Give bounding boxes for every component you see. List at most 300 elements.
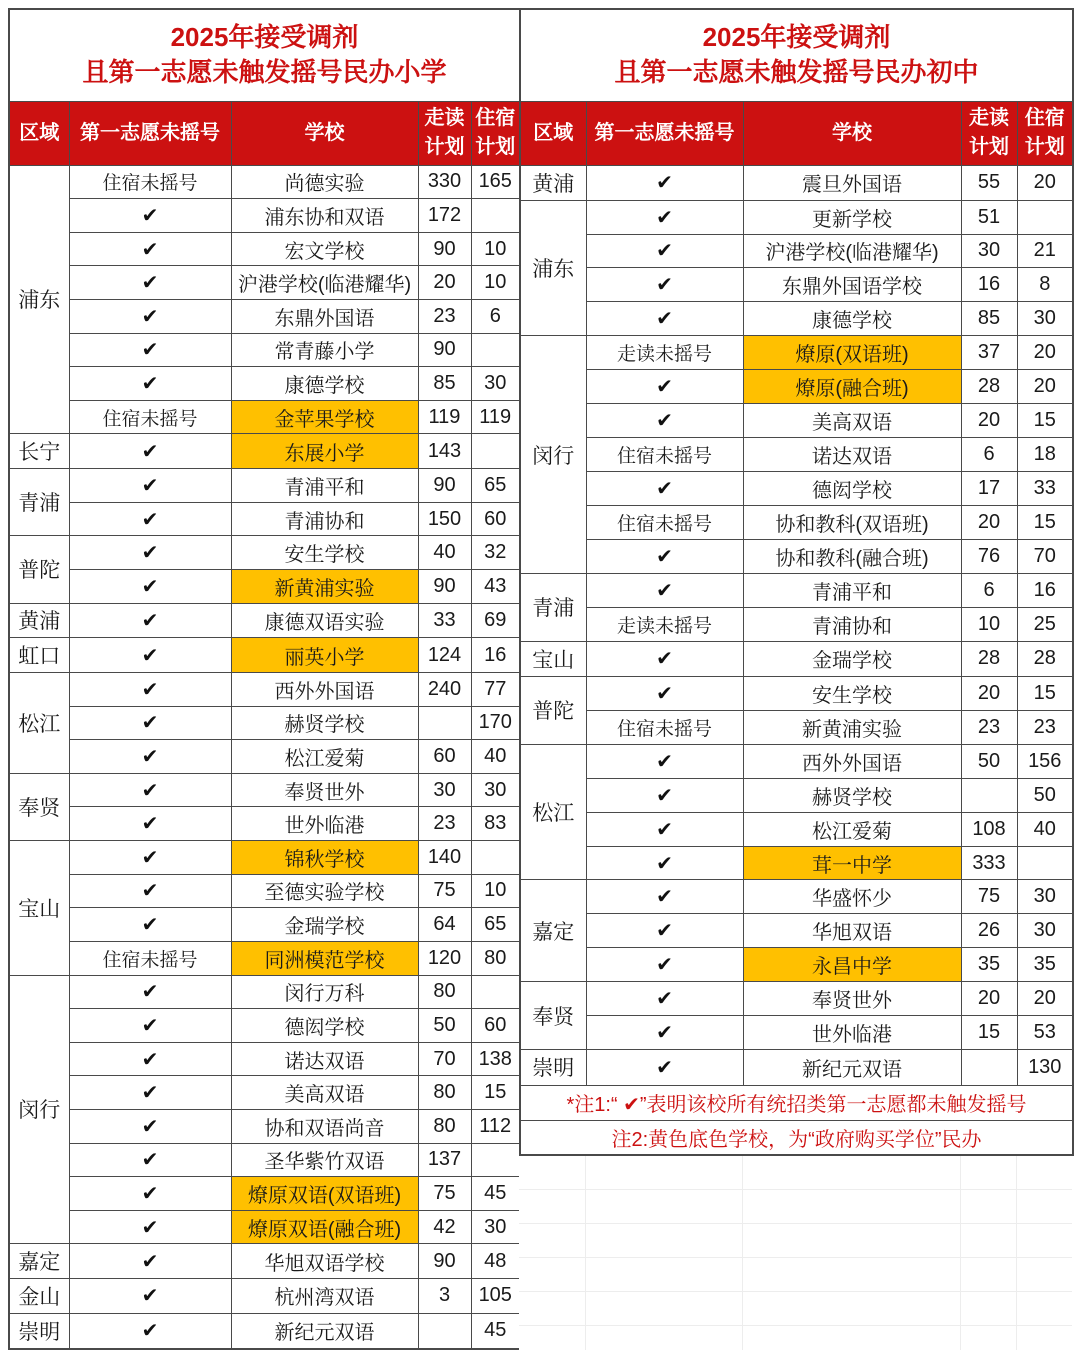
boarding-plan-cell: 53 [1017,1016,1073,1050]
day-plan-cell: 20 [961,676,1017,710]
school-cell: 至德实验学校 [231,874,418,908]
table-row [9,1009,520,1043]
boarding-plan-cell: 170 [471,706,520,740]
school-cell: 协和教科(双语班) [743,506,961,540]
boarding-plan-cell [471,1143,520,1177]
school-cell: 新纪元双语 [743,1050,961,1085]
day-plan-cell: 330 [418,165,471,199]
check-mark-cell: ✔ [69,199,231,233]
boarding-plan-cell: 16 [471,638,520,673]
table-row [520,404,1073,438]
region-cell: 崇明 [520,1050,586,1085]
first-choice-label-cell: 住宿未摇号 [586,710,743,744]
day-plan-cell: 23 [418,807,471,841]
check-mark-cell: ✔ [586,268,743,302]
boarding-plan-cell: 138 [471,1042,520,1076]
check-mark-cell: ✔ [586,812,743,846]
day-plan-cell: 76 [961,539,1017,573]
check-mark-cell: ✔ [586,676,743,710]
middle-school-table [519,8,1074,1156]
table-row [9,199,520,233]
header-region: 区域 [9,101,69,165]
table-row [9,706,520,740]
boarding-plan-cell: 20 [1017,982,1073,1016]
day-plan-cell: 120 [418,941,471,975]
boarding-plan-cell [471,975,520,1009]
note-2: 注2:黄色底色学校，为“政府购买学位”民办 [520,1120,1073,1155]
school-cell: 诺达双语 [231,1042,418,1076]
table-row [9,400,520,434]
table-row [520,948,1073,982]
first-choice-label-cell: 走读未摇号 [586,607,743,641]
day-plan-cell: 137 [418,1143,471,1177]
boarding-plan-cell: 40 [1017,812,1073,846]
day-plan-cell: 85 [418,367,471,401]
day-plan-cell: 20 [418,266,471,300]
check-mark-cell: ✔ [69,740,231,774]
region-cell: 浦东 [9,165,69,434]
boarding-plan-cell: 80 [471,941,520,975]
check-mark-cell: ✔ [586,302,743,336]
primary-school-table [8,8,521,1350]
day-plan-cell: 119 [418,400,471,434]
day-plan-cell: 35 [961,948,1017,982]
day-plan-cell: 85 [961,302,1017,336]
day-plan-cell: 51 [961,200,1017,234]
school-cell: 美高双语 [231,1076,418,1110]
day-plan-cell: 240 [418,673,471,707]
check-mark-cell: ✔ [586,573,743,607]
table-row [9,1210,520,1244]
region-cell: 青浦 [9,469,69,536]
region-cell: 闵行 [9,975,69,1244]
note-1: *注1:“ ✔”表明该校所有统招类第一志愿都未触发摇号 [520,1085,1073,1120]
column-header-row [9,101,520,165]
region-cell: 奉贤 [9,773,69,840]
day-plan-cell: 30 [418,773,471,807]
title-line-1: 2025年接受调剂 [170,22,359,53]
school-cell: 青浦协和 [743,607,961,641]
region-cell: 普陀 [520,676,586,744]
check-mark-cell: ✔ [586,370,743,404]
school-cell: 金瑞学校 [743,641,961,676]
table-row [9,1313,520,1349]
boarding-plan-cell: 10 [471,874,520,908]
table-row [520,539,1073,573]
boarding-plan-cell: 83 [471,807,520,841]
check-mark-cell: ✔ [69,1244,231,1279]
header-day-plan: 走读计划 [418,101,471,165]
table-row [9,1076,520,1110]
table-row [9,266,520,300]
day-plan-cell [961,1050,1017,1085]
day-plan-cell: 20 [961,404,1017,438]
day-plan-cell: 30 [961,234,1017,268]
first-choice-label-cell: 住宿未摇号 [586,438,743,472]
day-plan-cell: 3 [418,1279,471,1314]
table-row [9,773,520,807]
table-row [9,807,520,841]
school-cell: 世外临港 [743,1016,961,1050]
school-cell: 华旭双语 [743,914,961,948]
school-cell: 康德学校 [743,302,961,336]
day-plan-cell: 33 [418,603,471,638]
check-mark-cell: ✔ [69,1076,231,1110]
school-cell: 丽英小学 [231,638,418,673]
school-cell: 华旭双语学校 [231,1244,418,1279]
table-row [9,941,520,975]
boarding-plan-cell: 15 [1017,404,1073,438]
school-cell: 杭州湾双语 [231,1279,418,1314]
check-mark-cell: ✔ [69,502,231,536]
check-mark-cell: ✔ [586,880,743,914]
table-row [9,536,520,570]
title-line-2: 且第一志愿未触发摇号民办初中 [614,57,979,88]
day-plan-cell: 15 [961,1016,1017,1050]
boarding-plan-cell: 119 [471,400,520,434]
boarding-plan-cell: 48 [471,1244,520,1279]
table-row [520,914,1073,948]
boarding-plan-cell: 25 [1017,607,1073,641]
title-line-1: 2025年接受调剂 [702,22,891,53]
school-cell: 金瑞学校 [231,908,418,942]
region-cell: 长宁 [9,434,69,469]
table-row [520,880,1073,914]
check-mark-cell: ✔ [69,569,231,603]
school-cell: 新黄浦实验 [743,710,961,744]
region-cell: 浦东 [520,200,586,336]
check-mark-cell: ✔ [69,299,231,333]
table-row [9,1143,520,1177]
day-plan-cell: 26 [961,914,1017,948]
boarding-plan-cell: 21 [1017,234,1073,268]
boarding-plan-cell [471,841,520,875]
day-plan-cell: 172 [418,199,471,233]
school-cell: 燎原双语(双语班) [231,1177,418,1211]
school-cell: 东展小学 [231,434,418,469]
school-cell: 常青藤小学 [231,333,418,367]
table-row [520,744,1073,778]
check-mark-cell: ✔ [69,874,231,908]
school-cell: 奉贤世外 [743,982,961,1016]
day-plan-cell: 143 [418,434,471,469]
table-row [520,336,1073,370]
table-row [520,1016,1073,1050]
table-row [520,370,1073,404]
region-cell: 松江 [520,744,586,880]
table-row [9,333,520,367]
school-cell: 协和双语尚音 [231,1109,418,1143]
day-plan-cell: 333 [961,846,1017,880]
boarding-plan-cell: 69 [471,603,520,638]
table-row [9,367,520,401]
check-mark-cell: ✔ [586,404,743,438]
boarding-plan-cell: 15 [471,1076,520,1110]
check-mark-cell: ✔ [586,165,743,200]
table-row [9,299,520,333]
school-cell: 德闳学校 [743,472,961,506]
header-school: 学校 [743,101,961,165]
check-mark-cell: ✔ [69,638,231,673]
day-plan-cell: 60 [418,740,471,774]
table-row [520,506,1073,540]
boarding-plan-cell: 30 [471,367,520,401]
boarding-plan-cell [1017,846,1073,880]
day-plan-cell: 75 [961,880,1017,914]
check-mark-cell: ✔ [586,778,743,812]
boarding-plan-cell: 30 [471,773,520,807]
table-row [9,638,520,673]
boarding-plan-cell [1017,200,1073,234]
school-cell: 协和教科(融合班) [743,539,961,573]
boarding-plan-cell: 65 [471,469,520,503]
region-cell: 松江 [9,673,69,774]
check-mark-cell: ✔ [586,1050,743,1085]
table-row [520,268,1073,302]
table-row [9,1244,520,1279]
day-plan-cell: 10 [961,607,1017,641]
day-plan-cell: 23 [961,710,1017,744]
school-cell: 东鼎外国语 [231,299,418,333]
title-row [520,9,1073,101]
boarding-plan-cell: 165 [471,165,520,199]
boarding-plan-cell: 33 [1017,472,1073,506]
table-row [520,302,1073,336]
school-cell: 燎原双语(融合班) [231,1210,418,1244]
title-line-2: 且第一志愿未触发摇号民办小学 [82,57,447,88]
check-mark-cell: ✔ [69,1279,231,1314]
school-cell: 安生学校 [231,536,418,570]
school-cell: 震旦外国语 [743,165,961,200]
region-cell: 黄浦 [520,165,586,200]
day-plan-cell: 17 [961,472,1017,506]
check-mark-cell: ✔ [586,914,743,948]
table-row [520,676,1073,710]
table-row [9,434,520,469]
day-plan-cell: 108 [961,812,1017,846]
boarding-plan-cell: 20 [1017,165,1073,200]
two-panel-table-layout [8,8,1072,1350]
region-cell: 崇明 [9,1313,69,1349]
primary-school-title [9,9,520,101]
boarding-plan-cell: 35 [1017,948,1073,982]
boarding-plan-cell: 60 [471,502,520,536]
spreadsheet-grid-background [519,1156,1072,1350]
boarding-plan-cell: 28 [1017,641,1073,676]
day-plan-cell: 28 [961,641,1017,676]
region-cell: 虹口 [9,638,69,673]
table-row [520,778,1073,812]
day-plan-cell [418,706,471,740]
school-cell: 华盛怀少 [743,880,961,914]
check-mark-cell: ✔ [69,1313,231,1349]
day-plan-cell: 80 [418,1109,471,1143]
table-row [9,569,520,603]
first-choice-label-cell: 住宿未摇号 [69,941,231,975]
boarding-plan-cell: 10 [471,266,520,300]
check-mark-cell: ✔ [586,846,743,880]
region-cell: 宝山 [520,641,586,676]
header-boarding-plan: 住宿计划 [471,101,520,165]
school-cell: 尚德实验 [231,165,418,199]
check-mark-cell: ✔ [69,536,231,570]
check-mark-cell: ✔ [586,472,743,506]
header-day-plan: 走读计划 [961,101,1017,165]
check-mark-cell: ✔ [586,641,743,676]
school-cell: 燎原(双语班) [743,336,961,370]
check-mark-cell: ✔ [69,1109,231,1143]
school-cell: 赫贤学校 [743,778,961,812]
check-mark-cell: ✔ [69,673,231,707]
school-cell: 世外临港 [231,807,418,841]
region-cell: 青浦 [520,573,586,641]
school-cell: 浦东协和双语 [231,199,418,233]
day-plan-cell: 40 [418,536,471,570]
school-cell: 康德双语实验 [231,603,418,638]
check-mark-cell: ✔ [586,744,743,778]
school-cell: 青浦平和 [743,573,961,607]
table-row [9,908,520,942]
check-mark-cell: ✔ [69,773,231,807]
boarding-plan-cell: 20 [1017,336,1073,370]
boarding-plan-cell: 43 [471,569,520,603]
first-choice-label-cell: 住宿未摇号 [69,165,231,199]
school-cell: 安生学校 [743,676,961,710]
day-plan-cell: 80 [418,975,471,1009]
check-mark-cell: ✔ [69,1042,231,1076]
school-cell: 赫贤学校 [231,706,418,740]
school-cell: 燎原(融合班) [743,370,961,404]
first-choice-label-cell: 走读未摇号 [586,336,743,370]
check-mark-cell: ✔ [586,948,743,982]
day-plan-cell: 50 [418,1009,471,1043]
check-mark-cell: ✔ [586,1016,743,1050]
day-plan-cell: 80 [418,1076,471,1110]
day-plan-cell: 42 [418,1210,471,1244]
day-plan-cell [961,778,1017,812]
check-mark-cell: ✔ [69,1009,231,1043]
school-cell: 青浦协和 [231,502,418,536]
header-region: 区域 [520,101,586,165]
school-cell: 青浦平和 [231,469,418,503]
table-row [9,841,520,875]
check-mark-cell: ✔ [586,200,743,234]
table-row [9,1279,520,1314]
check-mark-cell: ✔ [69,333,231,367]
day-plan-cell: 23 [418,299,471,333]
school-cell: 奉贤世外 [231,773,418,807]
region-cell: 金山 [9,1279,69,1314]
table-row [520,710,1073,744]
note-row [520,1085,1073,1120]
primary-school-panel [8,8,519,1350]
day-plan-cell: 64 [418,908,471,942]
boarding-plan-cell: 20 [1017,370,1073,404]
day-plan-cell: 90 [418,569,471,603]
table-row [520,472,1073,506]
boarding-plan-cell: 8 [1017,268,1073,302]
boarding-plan-cell: 30 [1017,302,1073,336]
table-row [9,469,520,503]
check-mark-cell: ✔ [69,603,231,638]
region-cell: 黄浦 [9,603,69,638]
middle-school-panel [519,8,1072,1350]
table-row [520,607,1073,641]
boarding-plan-cell: 45 [471,1313,520,1349]
day-plan-cell [418,1313,471,1349]
region-cell: 嘉定 [9,1244,69,1279]
school-cell: 锦秋学校 [231,841,418,875]
table-row [9,673,520,707]
region-cell: 奉贤 [520,982,586,1050]
check-mark-cell: ✔ [69,975,231,1009]
day-plan-cell: 150 [418,502,471,536]
boarding-plan-cell: 15 [1017,676,1073,710]
boarding-plan-cell: 30 [1017,914,1073,948]
note-row [520,1120,1073,1155]
boarding-plan-cell [471,333,520,367]
school-cell: 闵行万科 [231,975,418,1009]
header-first-choice: 第一志愿未摇号 [586,101,743,165]
boarding-plan-cell: 156 [1017,744,1073,778]
school-cell: 德闳学校 [231,1009,418,1043]
table-row [9,1109,520,1143]
check-mark-cell: ✔ [69,807,231,841]
check-mark-cell: ✔ [69,841,231,875]
day-plan-cell: 90 [418,333,471,367]
day-plan-cell: 90 [418,232,471,266]
check-mark-cell: ✔ [69,266,231,300]
school-cell: 金苹果学校 [231,400,418,434]
school-cell: 宏文学校 [231,232,418,266]
school-cell: 松江爱菊 [743,812,961,846]
table-row [520,982,1073,1016]
boarding-plan-cell: 50 [1017,778,1073,812]
school-cell: 新黄浦实验 [231,569,418,603]
school-cell: 更新学校 [743,200,961,234]
table-row [9,1177,520,1211]
table-row [9,1042,520,1076]
table-row [520,641,1073,676]
check-mark-cell: ✔ [69,232,231,266]
check-mark-cell: ✔ [69,469,231,503]
boarding-plan-cell: 30 [471,1210,520,1244]
table-row [9,740,520,774]
check-mark-cell: ✔ [586,539,743,573]
check-mark-cell: ✔ [586,234,743,268]
boarding-plan-cell: 45 [471,1177,520,1211]
school-cell: 茸一中学 [743,846,961,880]
day-plan-cell: 6 [961,438,1017,472]
check-mark-cell: ✔ [69,434,231,469]
day-plan-cell: 140 [418,841,471,875]
school-cell: 同洲模范学校 [231,941,418,975]
school-cell: 沪港学校(临港耀华) [231,266,418,300]
day-plan-cell: 124 [418,638,471,673]
day-plan-cell: 28 [961,370,1017,404]
check-mark-cell: ✔ [586,982,743,1016]
day-plan-cell: 20 [961,506,1017,540]
table-row [9,874,520,908]
school-cell: 圣华紫竹双语 [231,1143,418,1177]
region-cell: 嘉定 [520,880,586,982]
region-cell: 普陀 [9,536,69,603]
school-cell: 西外外国语 [231,673,418,707]
boarding-plan-cell: 32 [471,536,520,570]
middle-school-title [520,9,1073,101]
table-row [520,812,1073,846]
first-choice-label-cell: 住宿未摇号 [69,400,231,434]
